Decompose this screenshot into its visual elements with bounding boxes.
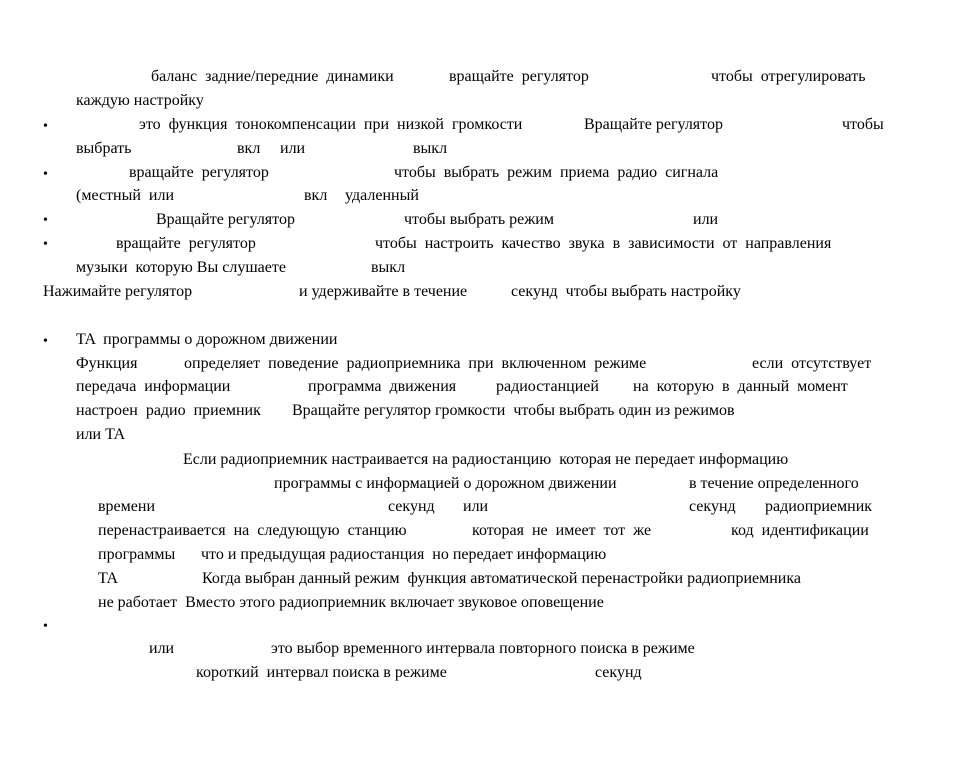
text-segment: чтобы bbox=[842, 116, 884, 133]
text-segment: если отсутствует bbox=[752, 355, 872, 372]
text-segment: баланс задние/передние динамики bbox=[151, 68, 394, 85]
text-segment: чтобы выбрать режим bbox=[404, 211, 554, 228]
text-segment: программы bbox=[98, 546, 176, 563]
text-segment: радиоприемник bbox=[765, 498, 873, 515]
text-segment: вращайте регулятор bbox=[116, 235, 256, 252]
text-segment: передача информации bbox=[76, 378, 231, 395]
text-segment: вкл bbox=[304, 187, 328, 204]
bullet-1: • bbox=[43, 119, 48, 134]
bullet-5: • bbox=[43, 334, 48, 349]
text-segment: чтобы выбрать режим приема радио сигнала bbox=[394, 164, 719, 181]
text-segment: выбрать bbox=[76, 140, 132, 157]
text-segment: в течение определенного bbox=[689, 475, 859, 492]
text-segment: выкл bbox=[371, 259, 406, 276]
text-segment: выкл bbox=[413, 140, 448, 157]
text-segment: чтобы отрегулировать bbox=[711, 68, 866, 85]
text-segment: что и предыдущая радиостанция но передает информацию bbox=[201, 546, 607, 563]
text-segment: и удерживайте в течение bbox=[299, 283, 468, 300]
text-segment: секунд bbox=[388, 498, 435, 515]
text-segment: на которую в данный момент bbox=[633, 378, 848, 395]
text-segment: короткий интервал поиска в режиме bbox=[196, 664, 447, 681]
text-segment: настроен радио приемник bbox=[76, 402, 261, 419]
text-segment: не работает Вместо этого радиоприемник включает звуковое оповещение bbox=[98, 594, 604, 611]
bullet-2: • bbox=[43, 167, 48, 182]
text-segment: (местный или bbox=[76, 187, 175, 204]
text-segment: каждую настройку bbox=[76, 92, 204, 109]
text-segment: или bbox=[463, 498, 489, 515]
text-segment: или bbox=[280, 140, 306, 157]
text-segment: TA программы о дорожном движении bbox=[76, 331, 338, 348]
text-segment: перенастраивается на следующую станцию bbox=[98, 522, 407, 539]
text-segment: программа движения bbox=[308, 378, 457, 395]
text-segment: определяет поведение радиоприемника при включенном режиме bbox=[184, 355, 647, 372]
bullet-6: • bbox=[43, 619, 48, 634]
bullet-3: • bbox=[43, 213, 48, 228]
text-segment: радиостанцией bbox=[496, 378, 599, 395]
text-segment: это выбор временного интервала повторного поиска в режиме bbox=[271, 640, 695, 657]
text-segment: удаленный bbox=[345, 187, 419, 204]
text-segment: вращайте регулятор bbox=[129, 164, 269, 181]
text-segment: или TA bbox=[76, 426, 126, 443]
text-segment: код идентификации bbox=[731, 522, 869, 539]
text-segment: Когда выбран данный режим функция автоматической перенастройки радиоприемника bbox=[202, 570, 801, 587]
text-segment: Нажимайте регулятор bbox=[43, 283, 193, 300]
bullet-4: • bbox=[43, 237, 48, 252]
text-segment: Вращайте регулятор bbox=[584, 116, 723, 133]
text-segment: вращайте регулятор bbox=[449, 68, 589, 85]
text-segment: Если радиоприемник настраивается на радиостанцию которая не передает информацию bbox=[183, 451, 789, 468]
text-segment: Функция bbox=[76, 355, 138, 372]
text-segment: времени bbox=[98, 498, 156, 515]
text-segment: Вращайте регулятор громкости чтобы выбрать один из режимов bbox=[292, 402, 735, 419]
text-segment: секунд чтобы выбрать настройку bbox=[511, 283, 741, 300]
text-segment: секунд bbox=[689, 498, 736, 515]
text-segment: чтобы настроить качество звука в зависимости от направления bbox=[375, 235, 832, 252]
text-segment: вкл bbox=[237, 140, 261, 157]
text-segment: или bbox=[693, 211, 719, 228]
text-segment: которая не имеет тот же bbox=[472, 522, 652, 539]
text-segment: или bbox=[149, 640, 175, 657]
text-segment: музыки которую Вы слушаете bbox=[76, 259, 286, 276]
text-segment: TA bbox=[98, 570, 119, 587]
text-segment: это функция тонокомпенсации при низкой громкости bbox=[139, 116, 523, 133]
text-segment: Вращайте регулятор bbox=[156, 211, 295, 228]
text-segment: программы с информацией о дорожном движении bbox=[274, 475, 617, 492]
text-segment: секунд bbox=[595, 664, 642, 681]
